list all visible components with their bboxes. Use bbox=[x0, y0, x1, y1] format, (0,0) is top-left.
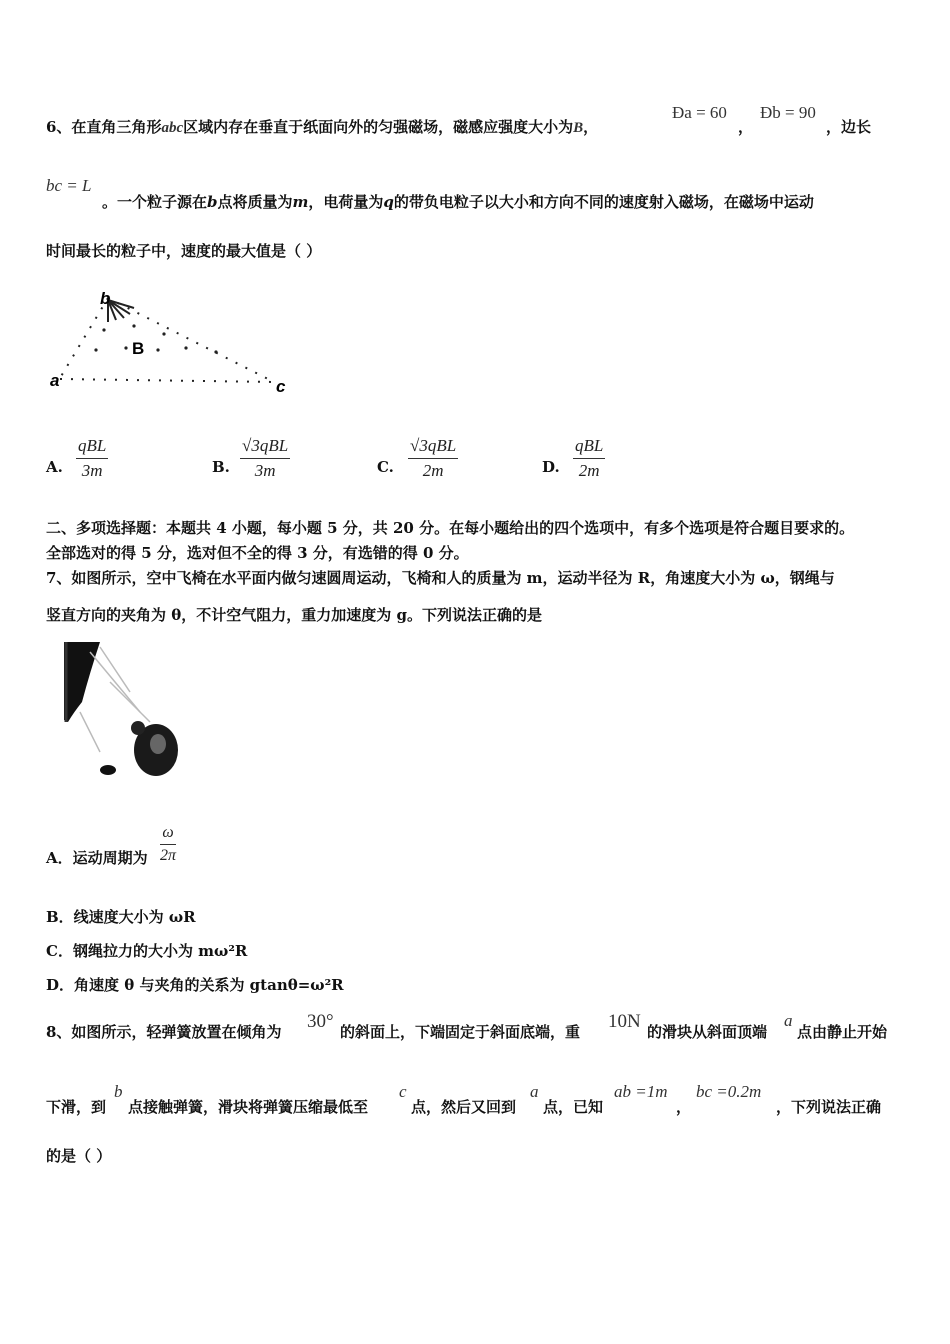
label-a: a bbox=[50, 371, 60, 390]
q6-option-a-fraction bbox=[76, 436, 108, 481]
photo-dark-tower bbox=[64, 642, 100, 722]
field-dots bbox=[94, 324, 217, 353]
q6-line2 bbox=[102, 191, 814, 212]
q6-option-c-label: C. bbox=[377, 458, 394, 476]
q8-bc-length: bc =0.2m bbox=[696, 1082, 762, 1101]
q6-bc-L: bc = L bbox=[46, 176, 92, 195]
fraction-denominator: 3m bbox=[254, 461, 276, 480]
q7-option-a: A．运动周期为 bbox=[46, 849, 148, 867]
triangle-dotted-sides bbox=[60, 298, 274, 382]
q8-comma: ， bbox=[676, 1098, 692, 1116]
q8-line2a: 下滑，到 bbox=[46, 1098, 107, 1116]
fraction-numerator: qBL bbox=[573, 436, 605, 459]
q8-line1b: 的斜面上，下端固定于斜面底端，重 bbox=[340, 1023, 581, 1041]
q8-point-c: c bbox=[399, 1082, 407, 1101]
photo-rider-highlight bbox=[150, 734, 166, 754]
q8-line1a: 8、如图所示，轻弹簧放置在倾角为 bbox=[46, 1023, 282, 1041]
fraction-numerator: ω bbox=[160, 824, 176, 845]
q6-q: q bbox=[383, 193, 394, 211]
q6-text-2d: 的带负电粒子以大小和方向不同的速度射入磁场，在磁场中运动 bbox=[393, 193, 814, 211]
q6-m: m bbox=[292, 193, 309, 211]
q8-line1d: 点由静止开始 bbox=[797, 1023, 888, 1041]
q6-triangle-figure bbox=[46, 286, 306, 396]
q6-abc: abc bbox=[161, 120, 184, 136]
q6-B: B bbox=[573, 120, 584, 136]
q6-comma: ， bbox=[583, 118, 599, 136]
q8-line3: 的是（ ） bbox=[46, 1147, 112, 1165]
q7-flying-chair-photo bbox=[60, 642, 200, 782]
fraction-numerator: qBL bbox=[76, 436, 108, 459]
q6-text-1: 6、在直角三角形 bbox=[46, 118, 162, 136]
fraction-denominator: 2π bbox=[160, 847, 177, 864]
q6-text-2: 。一个粒子源在 bbox=[102, 193, 208, 211]
q7-option-a-fraction bbox=[160, 824, 176, 865]
q6-text-2b: 点将质量为 bbox=[217, 193, 293, 211]
fraction-numerator: √3qBL bbox=[240, 436, 290, 459]
q8-angle-30: 30° bbox=[307, 1011, 334, 1032]
q6-option-b-fraction bbox=[240, 436, 290, 481]
q6-comma-2: ， bbox=[738, 118, 754, 136]
fraction-denominator: 3m bbox=[81, 461, 103, 480]
fraction-denominator: 2m bbox=[422, 461, 444, 480]
q8-line2d: 点，已知 bbox=[543, 1098, 604, 1116]
q6-text-2c: ，电荷量为 bbox=[308, 193, 384, 211]
velocity-arrows bbox=[108, 300, 134, 322]
q8-line2c: 点，然后又回到 bbox=[411, 1098, 517, 1116]
section2-line2: 全部选对的得 5 分，选对但不全的得 3 分，有选错的得 0 分。 bbox=[46, 544, 469, 562]
q6-angle-a: Ða = 60 bbox=[672, 103, 727, 122]
q7-option-b: B．线速度大小为 ωR bbox=[46, 908, 196, 926]
q8-point-a: a bbox=[784, 1011, 793, 1030]
q6-option-b-label: B. bbox=[212, 458, 230, 476]
section2-line1: 二、多项选择题：本题共 4 小题，每小题 5 分，共 20 分。在每小题给出的四个选项中，有多个选项是符合题目要求的。 bbox=[46, 519, 855, 537]
q8-line2b: 点接触弹簧，滑块将弹簧压缩最低至 bbox=[128, 1098, 369, 1116]
q6-option-d-fraction bbox=[573, 436, 605, 481]
q8-point-a2: a bbox=[530, 1082, 539, 1101]
fraction-denominator: 2m bbox=[578, 461, 600, 480]
q6-line1 bbox=[46, 116, 598, 137]
q8-weight-10N: 10N bbox=[608, 1011, 641, 1032]
fraction-numerator: √3qBL bbox=[408, 436, 458, 459]
q6-option-d-label: D. bbox=[542, 458, 560, 476]
label-B: B bbox=[132, 339, 145, 358]
q8-line1c: 的滑块从斜面顶端 bbox=[647, 1023, 768, 1041]
q7-line1: 7、如图所示，空中飞椅在水平面内做匀速圆周运动，飞椅和人的质量为 m，运动半径为 R，角速度大小为 ω，钢绳与 bbox=[46, 569, 835, 587]
photo-rider-head bbox=[131, 721, 145, 735]
q6-b: b bbox=[207, 193, 218, 211]
q6-text-1b: 区域内存在垂直于纸面向外的匀强磁场，磁感应强度大小为 bbox=[183, 118, 574, 136]
q8-line2e: ，下列说法正确 bbox=[776, 1098, 882, 1116]
q6-line3: 时间最长的粒子中，速度的最大值是（ ） bbox=[46, 242, 322, 260]
q7-line2: 竖直方向的夹角为 θ，不计空气阻力，重力加速度为 g。下列说法正确的是 bbox=[46, 606, 542, 624]
label-c: c bbox=[276, 377, 286, 396]
q6-line1c: ，边长 bbox=[826, 118, 872, 136]
q8-ab-length: ab =1m bbox=[614, 1082, 668, 1101]
q7-option-c: C．钢绳拉力的大小为 mω²R bbox=[46, 942, 248, 960]
q8-point-b: b bbox=[114, 1082, 123, 1101]
label-b: b bbox=[100, 289, 111, 308]
q6-option-a-label: A. bbox=[46, 458, 63, 476]
photo-foot bbox=[100, 765, 116, 775]
q6-angle-b: Ðb = 90 bbox=[760, 103, 816, 122]
q6-option-c-fraction bbox=[408, 436, 458, 481]
q7-option-d: D．角速度 θ 与夹角的关系为 gtanθ=ω²R bbox=[46, 976, 344, 994]
